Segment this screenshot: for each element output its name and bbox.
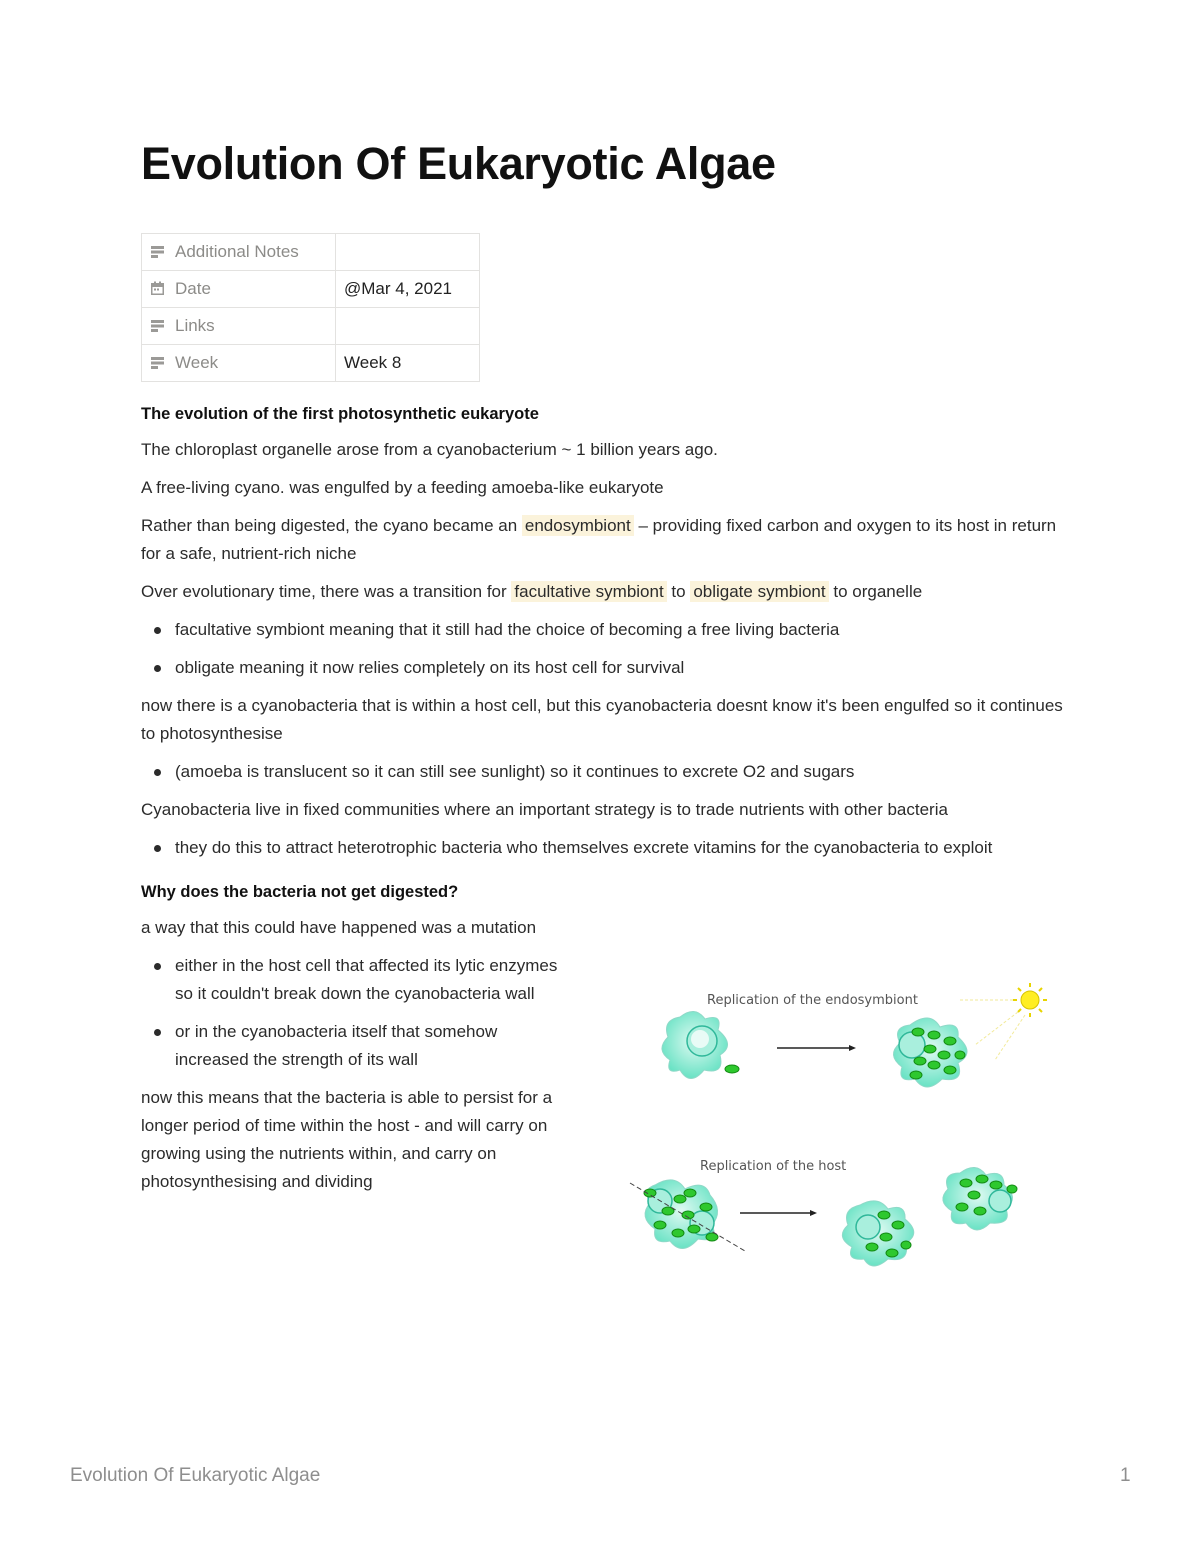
figure-label-bottom: Replication of the host xyxy=(700,1159,847,1174)
arrow-icon xyxy=(740,1210,817,1216)
bullet-list xyxy=(141,834,995,862)
list-item: (amoeba is translucent so it can still see sunlight) so it continues to excrete O2 and sugars xyxy=(175,758,1066,786)
list-item: or in the cyanobacteria itself that somehow increased the strength of its wall xyxy=(175,1018,565,1074)
sun-icon xyxy=(1013,983,1047,1017)
property-name: Week xyxy=(175,353,219,372)
highlight: endosymbiont xyxy=(522,515,634,536)
arrow-icon xyxy=(777,1045,856,1051)
list-item: obligate meaning it now relies completely on its host cell for survival xyxy=(175,654,1066,682)
section-heading: Why does the bacteria not get digested? xyxy=(141,883,459,901)
paragraph: Cyanobacteria live in fixed communities where an important strategy is to trade nutrients with other bacteria xyxy=(141,800,948,819)
paragraph: now this means that the bacteria is able to persist for a longer period of time within the host - and will carry on growing using the nutrients within, and carry on photosynthesising and dividing xyxy=(141,1088,553,1191)
paragraph: A free-living cyano. was engulfed by a feeding amoeba-like eukaryote xyxy=(141,478,664,497)
page-number: 1 xyxy=(1120,1465,1131,1486)
text-property-icon xyxy=(150,318,165,333)
paragraph: a way that this could have happened was a mutation xyxy=(141,918,537,937)
host-cell xyxy=(662,1011,739,1078)
bullet-list xyxy=(141,616,1066,682)
highlight: obligate symbiont xyxy=(690,581,828,602)
text-run: to organelle xyxy=(828,582,923,601)
property-row xyxy=(142,345,480,382)
footer-title: Evolution Of Eukaryotic Algae xyxy=(70,1465,321,1486)
section-heading: The evolution of the first photosynthetic eukaryote xyxy=(141,405,539,423)
property-name-cell xyxy=(142,271,336,308)
property-name-cell xyxy=(142,345,336,382)
calendar-icon xyxy=(150,281,165,296)
properties-table xyxy=(141,233,480,382)
list-item: they do this to attract heterotrophic bacteria who themselves excrete vitamins for the cyanobacteria to exploit xyxy=(175,834,995,862)
host-cell-with-symbionts xyxy=(893,1018,967,1087)
figure-label-top: Replication of the endosymbiont xyxy=(707,993,918,1008)
property-name-cell xyxy=(142,308,336,345)
text-run: Rather than being digested, the cyano became an xyxy=(141,516,522,535)
page-title: Evolution Of Eukaryotic Algae xyxy=(141,138,776,189)
property-row xyxy=(142,234,480,271)
list-item: either in the host cell that affected its lytic enzymes so it couldn't break down the cyanobacteria wall xyxy=(175,952,565,1008)
property-name: Links xyxy=(175,316,215,335)
property-value[interactable]: Week 8 xyxy=(336,345,480,382)
paragraph xyxy=(141,578,1066,606)
bullet-list xyxy=(141,952,565,1074)
property-value[interactable]: @Mar 4, 2021 xyxy=(336,271,480,308)
daughter-cell xyxy=(943,1167,1017,1230)
daughter-cell xyxy=(842,1201,913,1266)
list-item: facultative symbiont meaning that it still had the choice of becoming a free living bacteria xyxy=(175,616,1066,644)
narrow-column xyxy=(141,914,581,1196)
paragraph: now there is a cyanobacteria that is within a host cell, but this cyanobacteria doesnt know it's been engulfed so it continues to photosynthesise xyxy=(141,696,1063,743)
endosymbiont-replication-figure xyxy=(620,975,1060,1275)
paragraph: The chloroplast organelle arose from a cyanobacterium ~ 1 billion years ago. xyxy=(141,440,718,459)
property-row xyxy=(142,308,480,345)
property-name: Additional Notes xyxy=(175,242,299,261)
text-run: Over evolutionary time, there was a transition for xyxy=(141,582,512,601)
paragraph xyxy=(141,512,1066,568)
dividing-host-cell xyxy=(630,1180,745,1251)
property-value[interactable] xyxy=(336,308,480,345)
highlight: facultative symbiont xyxy=(511,581,666,602)
text-run: – providing fixed carbon and oxygen to its host in return for a safe, nutrient-rich niche xyxy=(141,516,1057,563)
text-run: to xyxy=(666,582,691,601)
text-property-icon xyxy=(150,355,165,370)
property-value[interactable] xyxy=(336,234,480,271)
bullet-list xyxy=(141,758,1066,786)
property-name: Date xyxy=(175,279,211,298)
property-row xyxy=(142,271,480,308)
property-name-cell xyxy=(142,234,336,271)
text-property-icon xyxy=(150,244,165,259)
light-rays xyxy=(960,1000,1025,1060)
